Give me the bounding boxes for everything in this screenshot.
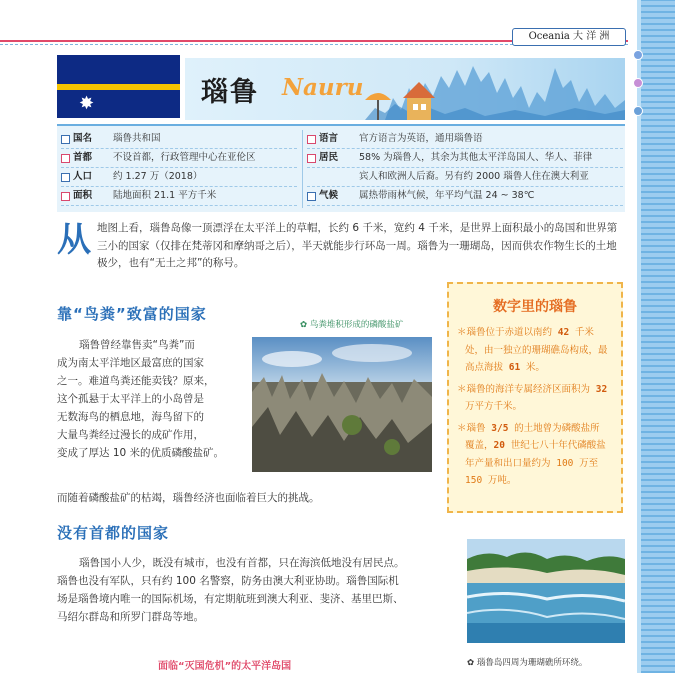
fact-row: 语言 官方语言为英语，通用瑙鲁语	[307, 130, 623, 149]
skyline-illustration	[365, 58, 625, 120]
stats-item: ＊瑙鲁 3/5 的土地曾为磷酸盐所覆盖，20 世纪七八十年代磷酸盐年产量和出口量约为 100 万至 150 万吨。	[457, 422, 606, 486]
section-heading: 靠“鸟粪”致富的国家	[57, 305, 207, 323]
page-edge-stripe	[641, 0, 675, 673]
intro-paragraph: 从地图上看，瑙鲁岛像一顶漂浮在太平洋上的草帽，长约 6 千米，宽约 4 千米，是世界上面积最小的岛国和世界第三小的国家（仅排在梵蒂冈和摩纳哥之后），半天就能步行环岛一周。瑙鲁为一珊瑚岛，因而供农作物生长的土地极少，也有“无土之邦”的称号。	[57, 220, 618, 269]
phosphate-photo	[252, 337, 432, 472]
bullet-icon	[61, 192, 70, 201]
fact-row: 气候 属热带雨林气候，年平均气温 24 ~ 38℃	[307, 187, 623, 206]
fact-col-right	[307, 130, 623, 206]
fact-row: 面积 陆地面积 21.1 平方千米	[61, 187, 297, 206]
region-tab: Oceania 大 洋 洲	[512, 28, 626, 46]
coast-photo	[467, 539, 625, 643]
fact-row: 居民 58% 为瑙鲁人，其余为其他太平洋岛国人、华人、菲律	[307, 149, 623, 168]
section1-body: 瑙鲁曾经靠售卖“鸟粪”而 成为南太平洋地区最富庶的国家 之一。难道鸟粪还能卖钱？原来， 这个孤悬于太平洋上的小岛曾是 无数海鸟的栖息地，海鸟留下的 大量鸟粪经过漫长的成矿作用， 变成了厚达 10 米的优质磷酸盐矿。	[57, 339, 225, 459]
nav-dot	[633, 78, 643, 88]
nav-dot	[633, 50, 643, 60]
flag-star-icon: ✸	[79, 93, 95, 114]
fact-row: 人口 约 1.27 万（2018）	[61, 168, 297, 187]
bullet-icon	[307, 154, 316, 163]
fact-row: 首都 不设首都，行政管理中心在亚伦区	[61, 149, 297, 168]
nav-dot	[633, 106, 643, 116]
next-topic-note: 面临“灭国危机”的太平洋岛国	[158, 661, 292, 672]
country-title: 瑙鲁	[201, 77, 259, 108]
nauru-flag	[57, 55, 180, 118]
stats-item: ＊瑙鲁位于赤道以南约 42 千米处，由一独立的珊瑚礁岛构成，最高点海拔 61 米。	[457, 327, 608, 373]
bullet-icon	[307, 192, 316, 201]
country-title-en: Nauru	[282, 74, 364, 101]
drop-cap: 从	[57, 220, 91, 260]
section-heading: 没有首都的国家	[57, 524, 170, 542]
bullet-icon	[307, 135, 316, 144]
section2-body: 瑙鲁国小人少，既没有城市，也没有首都，只在海滨低地没有居民点。 瑙鲁也没有军队，只有约 100 名警察，防务由澳大利亚协助。瑙鲁国际机 场是瑙鲁境内唯一的国际机场，有定期航班到澳大利亚、斐济、基里巴斯、 马绍尔群岛和所罗门群岛等地。	[57, 557, 405, 623]
photo-caption: ✿ 鸟粪堆积形成的磷酸盐矿	[300, 320, 404, 330]
stats-item: ＊瑙鲁的海洋专属经济区面积为 32 万平方千米。	[457, 383, 608, 412]
bullet-icon	[61, 173, 70, 182]
fact-row: 国名 瑙鲁共和国	[61, 130, 297, 149]
stats-title: 数字里的瑙鲁	[493, 299, 577, 315]
section1-closing: 而随着磷酸盐矿的枯竭，瑙鲁经济也面临着巨大的挑战。	[57, 492, 320, 504]
bullet-icon	[61, 135, 70, 144]
bullet-icon	[61, 154, 70, 163]
stats-box	[447, 282, 623, 513]
fact-row: 宾人和欧洲人后裔。另有约 2000 瑙鲁人住在澳大利亚	[307, 168, 623, 187]
fact-col-left	[61, 130, 297, 206]
fact-table	[57, 124, 625, 212]
flag-stripe	[57, 84, 180, 90]
section-dots	[633, 50, 643, 134]
photo-caption: ✿ 瑙鲁岛四周为珊瑚礁所环绕。	[467, 658, 588, 668]
fact-divider	[302, 130, 303, 208]
title-banner	[185, 58, 625, 120]
